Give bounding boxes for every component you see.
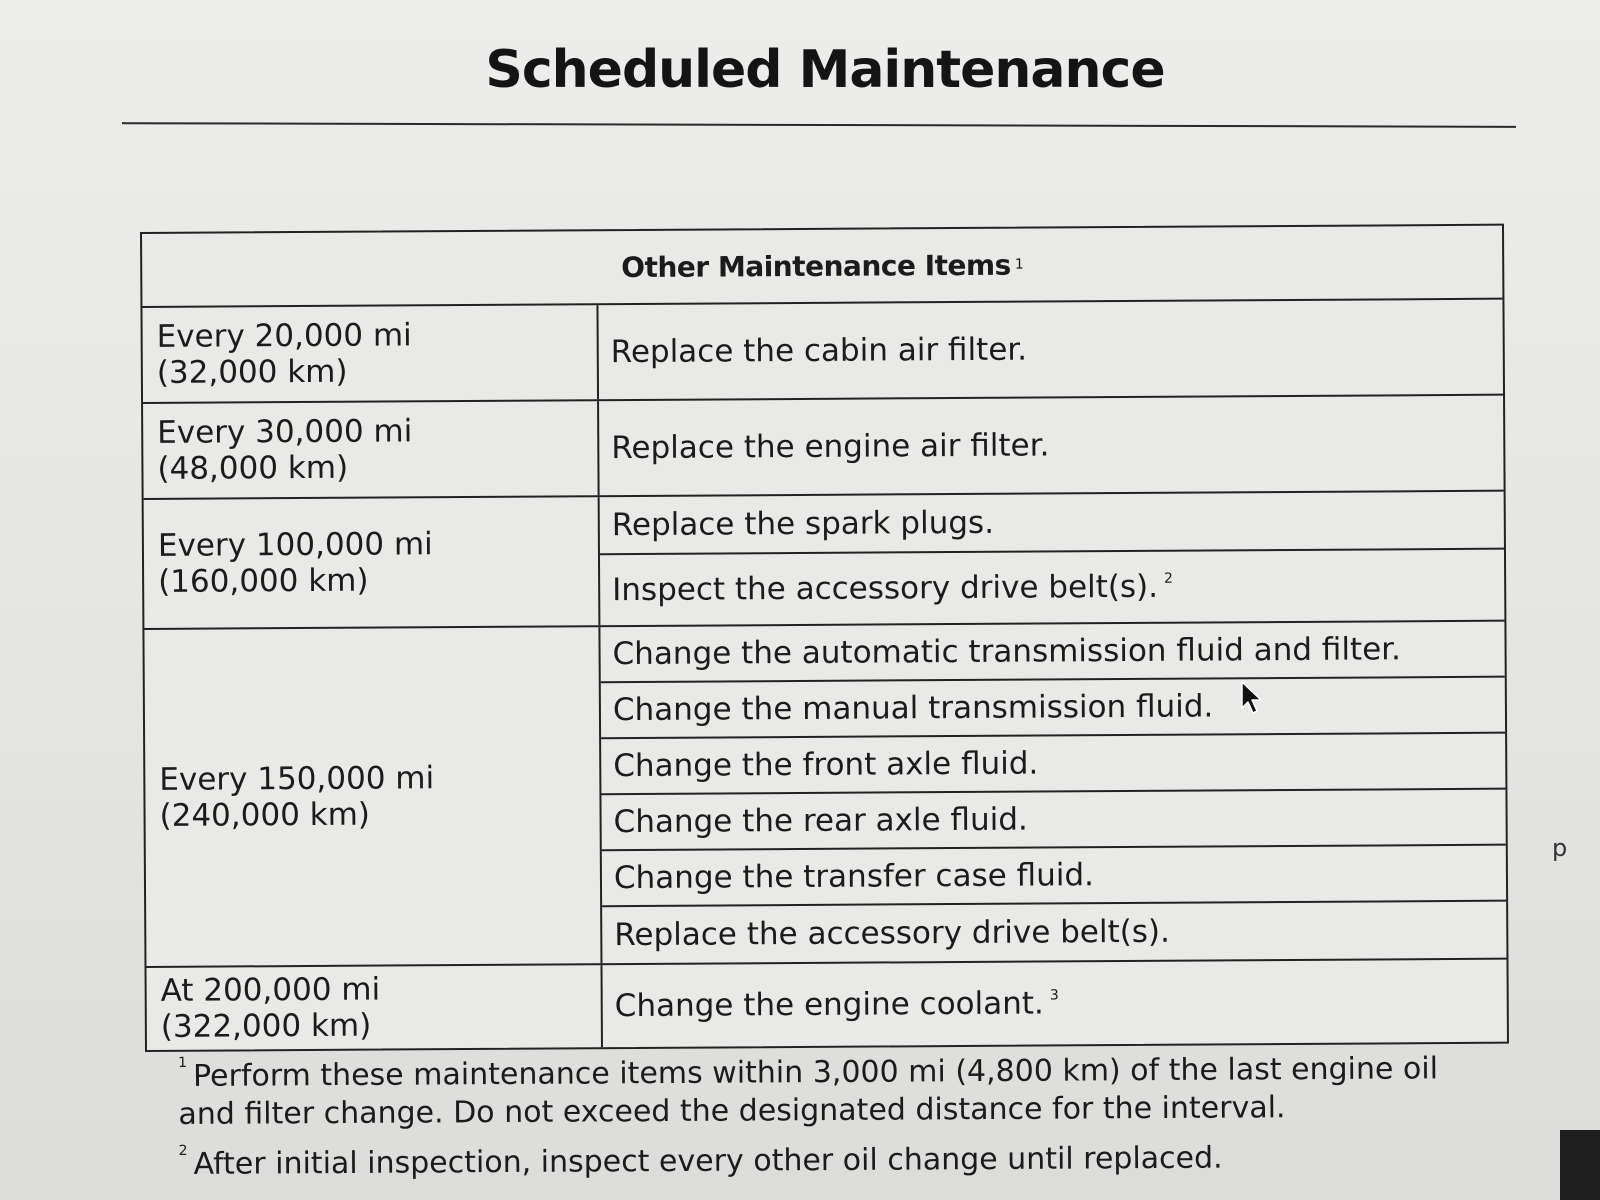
- table-row-group: [144, 622, 1506, 968]
- table-row: [601, 678, 1505, 740]
- task-text: Replace the spark plugs.: [611, 504, 995, 544]
- table-row: [602, 902, 1506, 964]
- table-row: [599, 396, 1504, 496]
- task-text: Change the rear axle fluid.: [613, 801, 1028, 841]
- table-row: [602, 846, 1506, 908]
- table-row: [600, 550, 1504, 626]
- task-list: [602, 960, 1506, 1048]
- task-list: [600, 622, 1506, 964]
- interval-label: Every 150,000 mi (240,000 km): [159, 760, 435, 834]
- table-row: [598, 300, 1503, 400]
- task-text: Inspect the accessory drive belt(s).: [612, 568, 1159, 609]
- footnote-ref: 2: [178, 1142, 188, 1159]
- mouse-pointer-icon: [1240, 680, 1266, 716]
- page-title: Scheduled Maintenance: [485, 40, 1165, 100]
- footnote: [178, 1044, 1478, 1134]
- table-row-group: [144, 492, 1505, 630]
- table-header-label: Other Maintenance Items: [621, 248, 1011, 284]
- task-list: [600, 492, 1505, 626]
- table-header: [142, 226, 1502, 308]
- task-text: Change the transfer case fluid.: [613, 857, 1095, 897]
- task-list: [598, 300, 1503, 400]
- table-row: [600, 492, 1504, 556]
- task-text: Replace the accessory drive belt(s).: [614, 913, 1170, 954]
- footnotes: [178, 1044, 1479, 1190]
- table-row-group: [142, 300, 1503, 404]
- task-text: Change the manual transmission fluid.: [612, 688, 1214, 729]
- interval-label: At 200,000 mi (322,000 km): [160, 971, 381, 1045]
- task-text: Change the engine coolant.: [614, 985, 1044, 1025]
- footnote-text: After initial inspection, inspect every other oil change until replaced.: [193, 1140, 1223, 1182]
- stray-character: p: [1552, 834, 1568, 862]
- table-row-group: [143, 396, 1504, 500]
- title-divider: [122, 122, 1516, 128]
- interval-cell: [144, 497, 601, 628]
- interval-cell: [143, 401, 600, 498]
- footnote-ref: 1: [178, 1054, 188, 1071]
- table-row: [602, 960, 1506, 1048]
- table-header-footnote-ref: 1: [1014, 256, 1024, 273]
- task-list: [599, 396, 1504, 496]
- interval-label: Every 20,000 mi (32,000 km): [156, 317, 412, 391]
- footnote: [179, 1132, 1479, 1184]
- task-text: Replace the cabin air filter.: [610, 331, 1028, 371]
- task-footnote-ref: 2: [1163, 570, 1173, 587]
- task-text: Change the automatic transmission fluid and filter.: [612, 631, 1402, 673]
- task-footnote-ref: 3: [1049, 987, 1059, 1004]
- interval-label: Every 100,000 mi (160,000 km): [157, 526, 433, 600]
- interval-label: Every 30,000 mi (48,000 km): [157, 413, 413, 487]
- maintenance-table: [140, 224, 1509, 1052]
- table-row: [601, 790, 1505, 852]
- interval-cell: [142, 305, 599, 402]
- table-row: [600, 622, 1504, 684]
- table-row: [601, 734, 1505, 796]
- task-text: Change the front axle fluid.: [613, 745, 1039, 785]
- interval-cell: [144, 627, 602, 966]
- screen-bezel: [1560, 1130, 1600, 1200]
- footnote-text: Perform these maintenance items within 3,000 mi (4,800 km) of the last engine oil and filter change. Do not exceed the designated distance for the interval.: [178, 1051, 1439, 1132]
- table-row-group: [146, 960, 1506, 1050]
- interval-cell: [146, 965, 602, 1050]
- task-text: Replace the engine air filter.: [611, 427, 1050, 467]
